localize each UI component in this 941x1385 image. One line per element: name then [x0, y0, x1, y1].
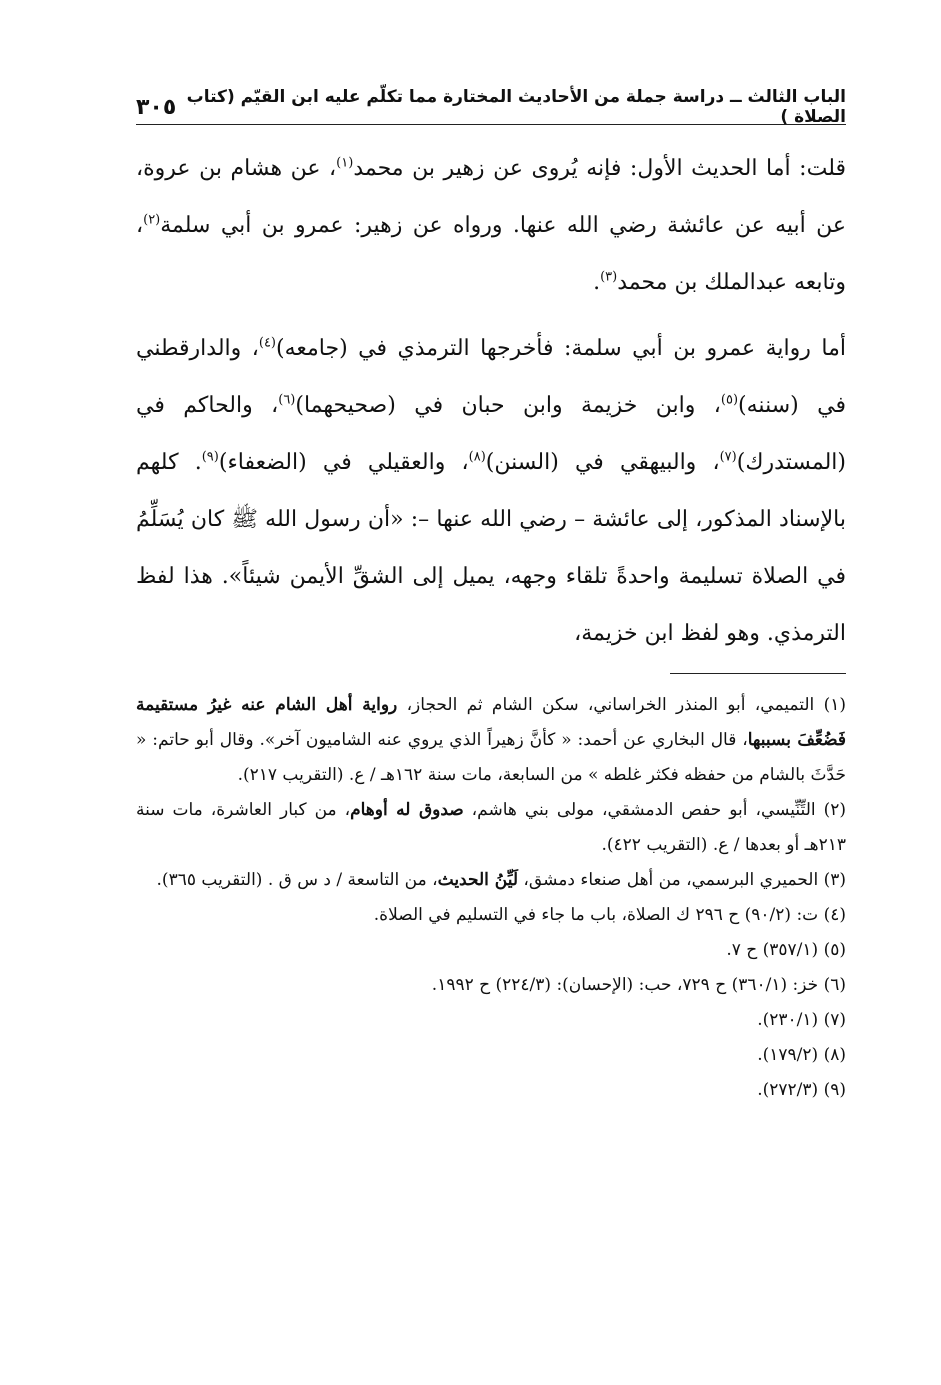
footnote-3	[136, 863, 846, 898]
footnotes	[136, 688, 846, 1108]
text-run: ، والعقيلي في (الضعفاء)	[218, 450, 469, 475]
text-run: ، والبيهقي في (السنن)	[485, 450, 720, 475]
page-number: ٣٠٥	[136, 94, 177, 120]
footnote-ref[interactable]: (٩)	[201, 449, 219, 465]
footnote-1	[136, 688, 846, 793]
footnote-ref[interactable]: (٥)	[720, 392, 739, 408]
footnote-ref[interactable]: (٦)	[278, 392, 296, 408]
footnote-ref[interactable]: (٨)	[468, 449, 486, 465]
paragraph-2	[136, 320, 846, 662]
footnote-ref[interactable]: (١)	[336, 155, 354, 171]
footnote-ref[interactable]: (٢)	[143, 212, 161, 228]
text-run: أما رواية عمرو بن أبي سلمة: فأخرجها الترمذي في (جامعه)	[276, 336, 846, 361]
text-run: ، وتابعه عبدالملك بن محمد	[136, 213, 846, 295]
running-header	[136, 87, 846, 127]
footnote-text: ، من كبار العاشرة، مات سنة ٢١٣هـ أو بعدها / ع. (التقريب ٤٢٢).	[136, 800, 846, 855]
footnote-6: (٦) خز: (٣٦٠/١) ح ٧٢٩، حب: (الإحسان): (٢٢٤/٣) ح ١٩٩٢.	[431, 975, 846, 995]
header-divider	[136, 124, 846, 125]
footnote-bold-text: لَيِّنُ الحديث	[437, 870, 519, 890]
footnote-9: (٩) (٢٧٢/٣).	[757, 1080, 846, 1100]
footnote-text: (١) التميمي، أبو المنذر الخراساني، سكن الشام ثم الحجاز،	[397, 695, 846, 715]
footnote-ref[interactable]: (٤)	[258, 335, 276, 351]
footnote-8: (٨) (١٧٩/٢).	[757, 1045, 846, 1065]
footnote-7: (٧) (٢٣٠/١).	[757, 1010, 846, 1030]
footnote-text: (٢) التِّنِّيسي، أبو حفص الدمشقي، مولى بني هاشم،	[463, 800, 846, 820]
text-run: ، عن هشام بن عروة، عن أبيه عن عائشة رضي الله عنها. ورواه عن زهير: عمرو بن أبي سلمة	[136, 156, 846, 238]
paragraph-1	[136, 140, 846, 311]
footnote-bold-text: رواية أهل الشام عنه غيرُ مستقيمة فَضُعِّفَ بسببها	[136, 695, 846, 750]
footnote-text: ، من التاسعة / د س ق . (التقريب ٣٦٥).	[156, 870, 438, 890]
footnote-divider	[670, 673, 846, 674]
footnote-ref[interactable]: (٧)	[719, 449, 737, 465]
text-run: ، والدارقطني في (سننه)	[136, 336, 846, 418]
text-run: قلت: أما الحديث الأول: فإنه يُروى عن زهير بن محمد	[353, 156, 846, 181]
footnote-text: (٣) الحميري البرسمي، من أهل صنعاء دمشق،	[518, 870, 846, 890]
text-run: . كلهم بالإسناد المذكور، إلى عائشة – رضي الله عنها –: «أن رسول الله ﷺ كان يُسَلِّمُ في الصلاة تسليمة واحدةً تلقاء وجهه، يميل إلى الشقِّ الأيمن شيئاً». هذا لفظ الترمذي. وهو لفظ ابن خزيمة،	[136, 450, 846, 646]
footnote-ref[interactable]: (٣)	[600, 269, 618, 285]
footnote-2	[136, 793, 846, 863]
text-run: .	[593, 270, 601, 295]
footnote-text: ، قال البخاري عن أحمد: « كأنَّ زهيراً الذي يروي عنه الشاميون آخر». وقال أبو حاتم: « حَدَّثَ بالشام من حفظه فكثر غلطه » من السابعة، مات سنة ١٦٢هـ / ع. (التقريب ٢١٧).	[136, 730, 846, 785]
footnote-4: (٤) ت: (٩٠/٢) ح ٢٩٦ ك الصلاة، باب ما جاء في التسليم في الصلاة.	[373, 905, 846, 925]
header-title: الباب الثالث ــ دراسة جملة من الأحاديث المختارة مما تكلّم عليه ابن القيّم (كتاب الصلاة )	[186, 87, 846, 127]
footnote-5: (٥) (٣٥٧/١) ح ٧.	[726, 940, 846, 960]
text-run: ، والحاكم في (المستدرك)	[136, 393, 847, 475]
footnote-bold-text: صدوق له أوهام	[350, 800, 464, 820]
text-run: ، وابن خزيمة وابن حبان في (صحيحهما)	[295, 393, 721, 418]
